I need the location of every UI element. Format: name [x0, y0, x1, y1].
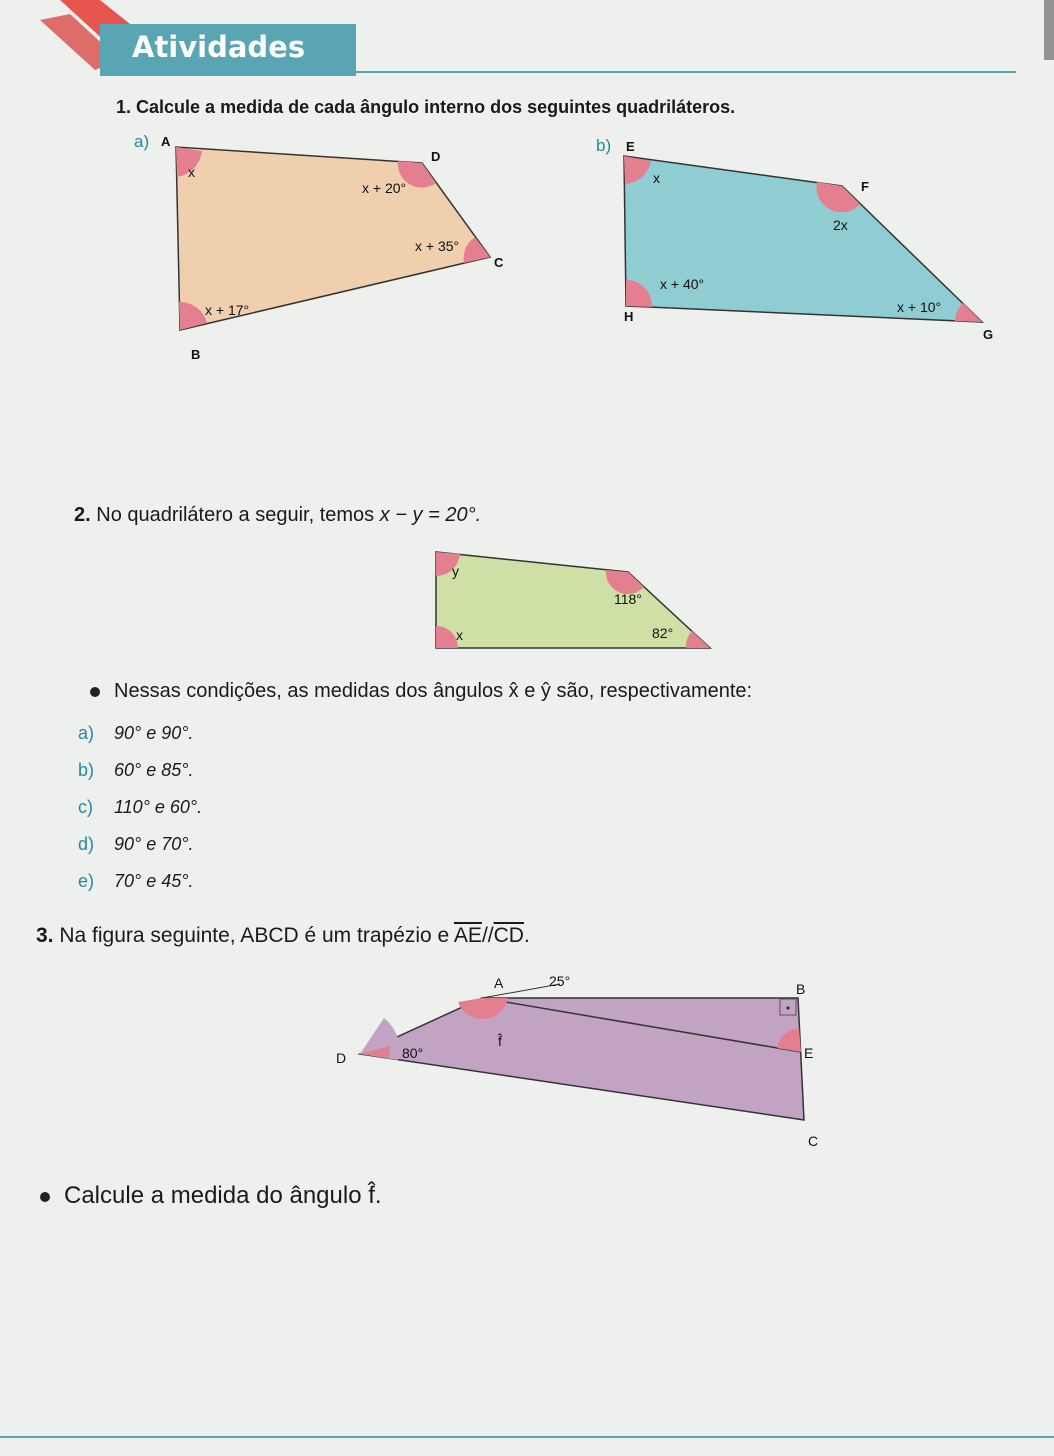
question-3-text: Na figura seguinte, ABCD é um trapézio e	[59, 924, 450, 947]
option-b-value: 60° e 85°.	[114, 760, 194, 780]
header-rule	[356, 71, 1016, 73]
angle-q2-82-label: 82°	[652, 625, 674, 641]
angle-q2-x-label: x	[456, 627, 463, 643]
vertex-b-G: G	[983, 327, 994, 342]
option-d-value: 90° e 70°.	[114, 834, 194, 854]
option-c[interactable]	[78, 797, 202, 818]
option-c-value: 110° e 60°.	[114, 797, 203, 817]
question-2	[74, 504, 481, 527]
quadrilateral-b-shape	[624, 156, 982, 322]
angle-a-B-label: x + 17°	[205, 302, 250, 318]
option-c-letter: c)	[78, 797, 93, 817]
angle-b-G-label: x + 10°	[897, 299, 942, 315]
angle-b-H-label: x + 40°	[660, 276, 705, 292]
question-3	[36, 924, 530, 948]
quadrilateral-a	[150, 130, 530, 370]
question-1-text: Calcule a medida de cada ângulo interno dos seguintes quadriláteros.	[136, 97, 736, 117]
vertex-b-F: F	[861, 179, 869, 194]
bullet-icon	[40, 1192, 50, 1202]
q1-b-label: b)	[596, 136, 612, 155]
angle-q2-y-label: y	[452, 563, 459, 579]
bottom-rule	[0, 1436, 1054, 1438]
angle-25-label: 25°	[549, 973, 571, 989]
q1-a-label: a)	[134, 132, 150, 151]
angle-q2-118-label: 118°	[614, 591, 642, 607]
question-3-number: 3.	[36, 924, 54, 947]
angle-b-F-label: 2x	[833, 217, 848, 233]
angle-b-E-label: x	[653, 170, 660, 186]
question-1-number: 1.	[116, 97, 132, 117]
angle-a-C-label: x + 35°	[415, 238, 460, 254]
option-b-letter: b)	[78, 760, 95, 780]
option-d[interactable]	[78, 834, 193, 855]
vertex-a-B: B	[191, 347, 201, 362]
vertex-b-H: H	[624, 309, 634, 324]
angle-a-D-label: x + 20°	[362, 180, 407, 196]
question-3-end: .	[523, 924, 530, 947]
segment-cd: $\overline{CD}$	[493, 924, 524, 947]
option-b[interactable]	[78, 760, 193, 781]
vertex-a-C: C	[494, 255, 504, 270]
angle-80-label: 80°	[402, 1045, 424, 1061]
vertex-D: D	[336, 1050, 347, 1066]
option-a[interactable]	[78, 723, 193, 744]
option-e-value: 70° e 45°.	[114, 871, 194, 891]
angle-a-A-label: x	[188, 164, 195, 180]
question-1	[116, 97, 735, 118]
trapezoid-shape	[360, 998, 804, 1120]
option-a-letter: a)	[78, 723, 95, 743]
angle-f-label: f̂	[498, 1033, 502, 1049]
vertex-C: C	[808, 1133, 819, 1149]
option-a-value: 90° e 90°.	[114, 723, 194, 743]
option-e-letter: e)	[78, 871, 95, 891]
question-2-prompt	[90, 680, 752, 703]
trapezoid-figure	[330, 962, 850, 1162]
vertex-B: B	[796, 981, 806, 997]
option-d-letter: d)	[78, 834, 95, 854]
vertex-a-A: A	[161, 134, 171, 149]
parallel-symbol: //	[481, 924, 494, 947]
question-2-prompt-text: Nessas condições, as medidas dos ângulos x̂ e ŷ são, respectivamente:	[114, 680, 753, 702]
question-3-prompt	[40, 1182, 382, 1210]
section-title: Atividades	[132, 30, 306, 64]
vertex-A: A	[494, 975, 504, 991]
question-2-text: No quadrilátero a seguir, temos	[96, 504, 375, 526]
right-angle-dot-B	[786, 1006, 789, 1009]
vertex-a-D: D	[431, 149, 441, 164]
vertex-E: E	[804, 1045, 814, 1061]
bullet-icon	[90, 687, 100, 697]
quadrilateral-b	[612, 134, 1012, 344]
question-2-number: 2.	[74, 504, 91, 526]
option-e[interactable]	[78, 871, 193, 892]
question-2-equation: x − y = 20°.	[379, 504, 482, 526]
quadrilateral-q2	[430, 546, 720, 656]
question-3-prompt-text: Calcule a medida do ângulo f̂.	[64, 1182, 382, 1209]
vertex-b-E: E	[626, 139, 635, 154]
section-header	[100, 24, 356, 76]
segment-ae: $\overline{AE}$	[453, 924, 482, 947]
